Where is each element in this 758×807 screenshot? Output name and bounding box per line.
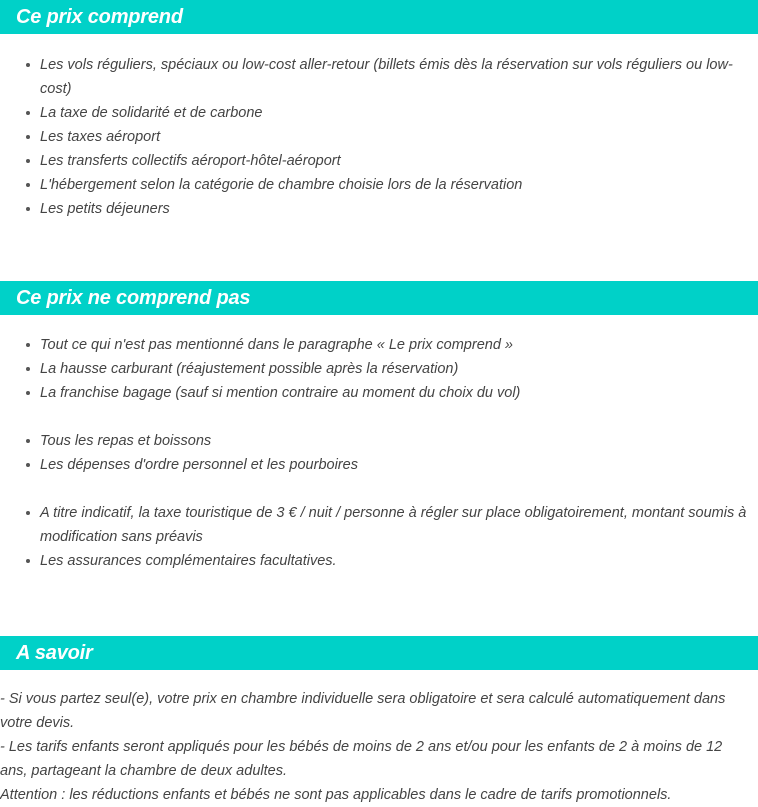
list-item: Tout ce qui n'est pas mentionné dans le paragraphe « Le prix comprend » — [0, 333, 758, 357]
included-list — [0, 34, 758, 221]
section-title-not-included: Ce prix ne comprend pas — [16, 287, 251, 309]
list-item: Les vols réguliers, spéciaux ou low-cost aller-retour (billets émis dès la réservation sur vols réguliers ou low-cost) — [0, 53, 758, 101]
list-item: Les transferts collectifs aéroport-hôtel-aéroport — [0, 149, 758, 173]
note-line: - Les tarifs enfants seront appliqués pour les bébés de moins de 2 ans et/ou pour les enfants de 2 à moins de 12 ans, partageant la chambre de deux adultes. — [0, 739, 723, 779]
list-item: La franchise bagage (sauf si mention contraire au moment du choix du vol) — [0, 381, 758, 405]
section-header-not-included — [0, 281, 758, 315]
list-item: La hausse carburant (réajustement possible après la réservation) — [0, 357, 758, 381]
list-item: A titre indicatif, la taxe touristique de 3 € / nuit / personne à régler sur place obligatoirement, montant soumis à modification sans préavis — [0, 501, 758, 549]
not-included-list — [0, 315, 758, 573]
list-item: L'hébergement selon la catégorie de chambre choisie lors de la réservation — [0, 173, 758, 197]
section-title-to-know: A savoir — [16, 642, 93, 664]
note-line: - Si vous partez seul(e), votre prix en chambre individuelle sera obligatoire et sera calculé automatiquement dans votre devis. — [0, 691, 726, 731]
list-item: Les dépenses d'ordre personnel et les pourboires — [0, 453, 758, 477]
note-line: Attention : les réductions enfants et bébés ne sont pas applicables dans le cadre de tarifs promotionnels. — [0, 787, 672, 803]
list-item: Tous les repas et boissons — [0, 429, 758, 453]
list-item: La taxe de solidarité et de carbone — [0, 101, 758, 125]
list-item: Les petits déjeuners — [0, 197, 758, 221]
to-know-notes — [0, 670, 758, 807]
list-item: Les taxes aéroport — [0, 125, 758, 149]
section-spacer — [0, 573, 758, 636]
list-item: Les assurances complémentaires facultatives. — [0, 549, 758, 573]
section-header-included — [0, 0, 758, 34]
section-header-to-know — [0, 636, 758, 670]
section-spacer — [0, 221, 758, 281]
section-title-included: Ce prix comprend — [16, 6, 183, 28]
